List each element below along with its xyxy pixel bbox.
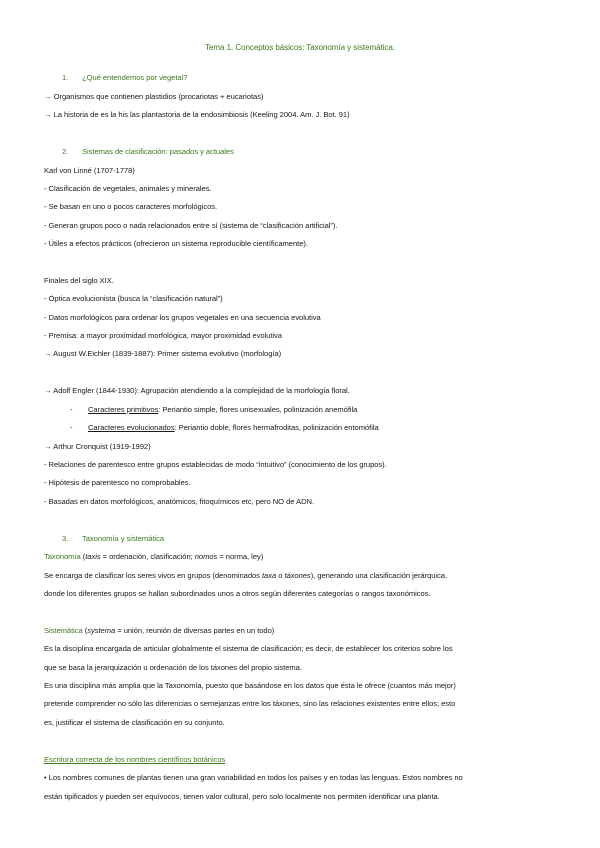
linne-item: - Útiles a efectos prácticos (ofrecieron un sistema reproducible científicamente). [44, 239, 308, 248]
xix-item: → August W.Eichler (1839-1887): Primer sistema evolutivo (morfología) [44, 349, 282, 358]
systematics-term: Sistemática [44, 626, 83, 635]
section-1-title: ¿Qué entendemos por vegetal? [82, 73, 188, 82]
italic-term: nomos [194, 552, 218, 561]
cronquist-line: → Arthur Cronquist (1919-1992) [44, 442, 151, 451]
section-1-line-1: → Organismos que contienen plastidios (procariotas + eucariotas) [44, 92, 264, 101]
linne-item: - Clasificación de vegetales, animales y minerales. [44, 184, 212, 193]
xix-item: - Premisa: a mayor proximidad morfológica, mayor proximidad evolutiva [44, 331, 282, 340]
section-1-number: 1. [62, 73, 69, 82]
linne-heading: Karl von Linné (1707-1778) [44, 166, 135, 175]
section-2-number: 2. [62, 147, 69, 156]
xix-heading: Finales del siglo XIX. [44, 276, 114, 285]
section-2-title: Sistemas de clasificación: pasados y actuales [82, 147, 234, 156]
systematics-line: es, justificar el sistema de clasificación en su conjunto. [44, 718, 225, 727]
page-title: Tema 1. Conceptos básicos: Taxonomía y sistemática. [205, 43, 395, 52]
systematics-line: pretende comprender no sólo las diferencias o semejanzas entre los táxones, sino las relaciones existentes entre ellos; esto [44, 699, 456, 708]
primitive-characters-item [70, 404, 358, 415]
text-fragment: = ordenación, clasificación; [100, 552, 195, 561]
text-fragment: = norma, ley) [217, 552, 264, 561]
bullet-dash: - [70, 405, 73, 414]
systematics-line: que se basa la jerarquización u ordenación de los táxones del propio sistema. [44, 663, 302, 672]
xix-item: - Datos morfológicos para ordenar los grupos vegetales en una secuencia evolutiva [44, 313, 321, 322]
cronquist-item: - Hipótesis de parentesco no comprobables. [44, 478, 191, 487]
scientific-names-line: están tipificados y pueden ser equívocos, tienen valor cultural, pero solo localmente nos permiten identificar una planta. [44, 792, 440, 801]
linne-item: - Se basan en uno o pocos caracteres morfológicos. [44, 202, 218, 211]
text-fragment: o [276, 571, 285, 580]
section-3-number: 3. [62, 534, 69, 543]
taxonomy-definition-heading [44, 551, 263, 562]
section-1-line-2: → La historia de es la his las plantastoria de la endosimbiosis (Keeling 2004. Am. J. Bot. 91) [44, 110, 350, 119]
italic-term: systema [87, 626, 116, 635]
section-1-heading [62, 72, 187, 83]
italic-term: taxa [261, 571, 277, 580]
engler-line: → Adolf Engler (1844-1930): Agrupación atendiendo a la complejidad de la morfología floral. [44, 386, 350, 395]
scientific-names-line: • Los nombres comunes de plantas tienen una gran variabilidad en todos los países y en todas las lenguas. Estos nombres no [44, 773, 463, 782]
systematics-definition-heading [44, 625, 274, 636]
text-fragment: ), generando una clasificación jerárquica, [310, 571, 448, 580]
taxonomy-line-2: donde los diferentes grupos se hallan subordinados unos a otros según diferentes categorías o rangos taxonómicos. [44, 589, 431, 598]
bullet-dash: - [70, 423, 73, 432]
xix-item: - Óptica evolucionista (busca la “clasificación natural”) [44, 294, 223, 303]
text-fragment: Se encarga de clasificar los seres vivos en grupos (denominados [44, 571, 262, 580]
section-3-title: Taxonomía y sistemática [82, 534, 164, 543]
systematics-line: Es la disciplina encargada de articular globalmente el sistema de clasificación; es decir, de establecer los criterios sobre los [44, 644, 453, 653]
evolved-characters-label: Caracteres evolucionados [88, 423, 175, 432]
evolved-characters-item [70, 422, 379, 433]
primitive-characters-text: : Periantio simple, flores unisexuales, polinización anemófila [158, 405, 358, 414]
scientific-names-heading: Escritura correcta de los nombres científicos botánicos [44, 755, 226, 764]
text-fragment: = unión, reunión de diversas partes en un todo) [115, 626, 275, 635]
primitive-characters-label: Caracteres primitivos [88, 405, 159, 414]
section-3-heading [62, 533, 164, 544]
italic-term: taxis [85, 552, 101, 561]
taxonomy-line-1 [44, 570, 447, 581]
text-fragment: ( [80, 552, 86, 561]
linne-item: - Generan grupos poco o nada relacionados entre sí (sistema de “clasificación artificial”). [44, 221, 338, 230]
section-2-heading [62, 146, 234, 157]
taxonomy-term: Taxonomía [44, 552, 81, 561]
cronquist-item: - Basadas en datos morfológicos, anatómicos, fitoquímicos etc, pero NO de ADN. [44, 497, 315, 506]
text-fragment: ( [82, 626, 88, 635]
cronquist-item: - Relaciones de parentesco entre grupos establecidas de modo “intuitivo” (conocimiento de los grupos). [44, 460, 387, 469]
italic-term: táxones [284, 571, 311, 580]
evolved-characters-text: : Periantio doble, flores hermafroditas, polinización entomófila [174, 423, 379, 432]
systematics-line: Es una disciplina más amplia que la Taxonomía, puesto que basándose en los datos que ésta le ofrece (cuantos más mejor) [44, 681, 456, 690]
